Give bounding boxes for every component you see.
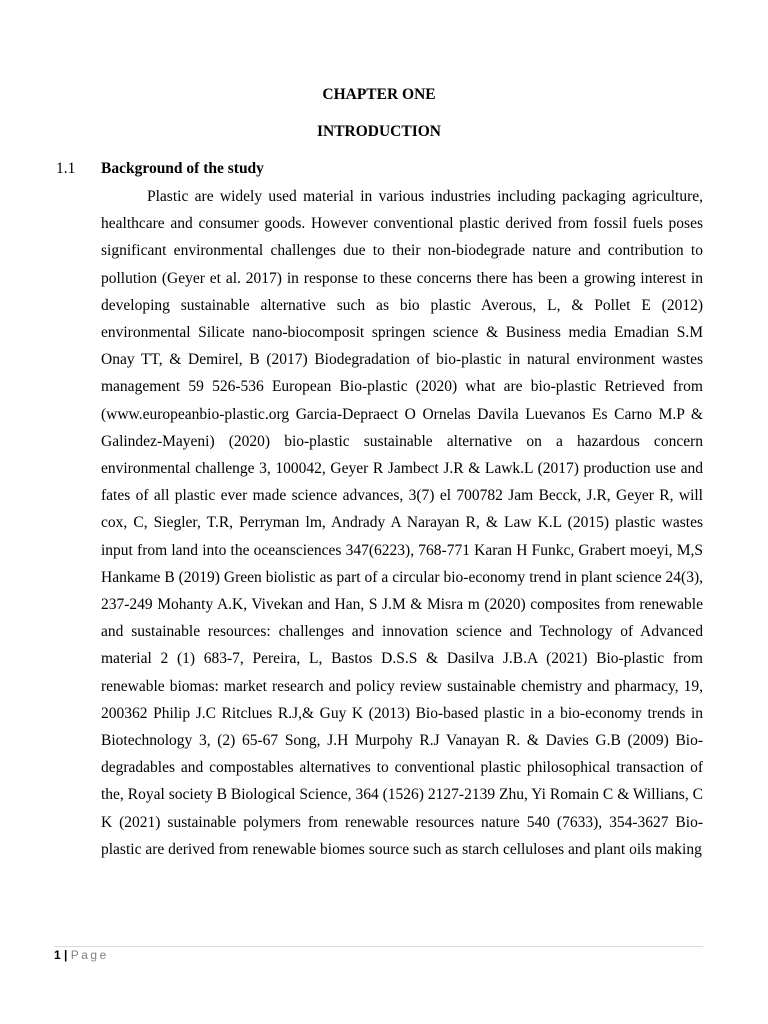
chapter-heading: INTRODUCTION [316, 123, 441, 140]
body-paragraph: Plastic are widely used material in various industries including packaging agriculture, healthcare and consumer goods. However conventional plastic derived from fossil fuels poses significant environmental challenges due to their non-biodegrade nature and contribution to pollution (Geyer et al. 2017) in response to these concerns there has been a growing interest in developing sustainable alternative such as bio plastic Averous, L, & Pollet E (2012) environmental Silicate nano-biocomposit springen science & Business media Emadian S.M Onay TT, & Demirel, B (2017) Biodegradation of bio-plastic in natural environment wastes management 59 526-536 European Bio-plastic (2020) what are bio-plastic Retrieved from (www.europeanbio-plastic.org Garcia-Depraect O Ornelas Davila Luevanos Es Carno M.P & Galindez-Mayeni) (2020) bio-plastic sustainable alternative on a hazardous concern environmental challenge 3, 100042, Geyer R Jambect J.R & Lawk.L (2017) production use and fates of all plastic ever made science advances, 3(7) el 700782 Jam Becck, J.R, Geyer R, will cox, C, Siegler, T.R, Perryman lm, Andrady A Narayan R, & Law K.L (2015) plastic wastes input from land into the oceansciences 347(6223), 768-771 Karan H Funkc, Grabert moeyi, M,S Hankame B (2019) Green biolistic as part of a circular bio-economy trend in plant science 24(3), 237-249 Mohanty A.K, Vivekan and Han, S J.M & Misra m (2020) composites from renewable and sustainable resources: challenges and innovation science and Technology of Advanced material 2 (1) 683-7, Pereira, L, Bastos D.S.S & Dasilva J.B.A (2021) Bio-plastic from renewable biomas: market research and policy review sustainable chemistry and pharmacy, 19, 200362 Philip J.C Ritclues R.J,& Guy K (2013) Bio-based plastic in a bio-economy trends in Biotechnology 3, (2) 65-67 Song, J.H Murpohy R.J Vanayan R. & Davies G.B (2009) Bio-degradables and compostables alternatives to conventional plastic philosophical transaction of the, Royal society B Biological Science, 364 (1526) 2127-2139 Zhu, Yi Romain C & Willians, C K (2021) sustainable polymers from renewable resources nature 540 (7633), 354-3627 Bio-plastic are derived from renewable biomes source such as starch celluloses and plant oils making [101, 188, 703, 858]
section-number: 1.1 [56, 160, 76, 177]
section-title: Background of the study [101, 160, 264, 177]
page-label: Page [70, 948, 109, 962]
page-footer [54, 948, 109, 962]
footer-divider [54, 946, 703, 947]
footer-separator: | [64, 948, 68, 962]
page-number: 1 [54, 948, 61, 962]
chapter-title: CHAPTER ONE [322, 86, 436, 103]
